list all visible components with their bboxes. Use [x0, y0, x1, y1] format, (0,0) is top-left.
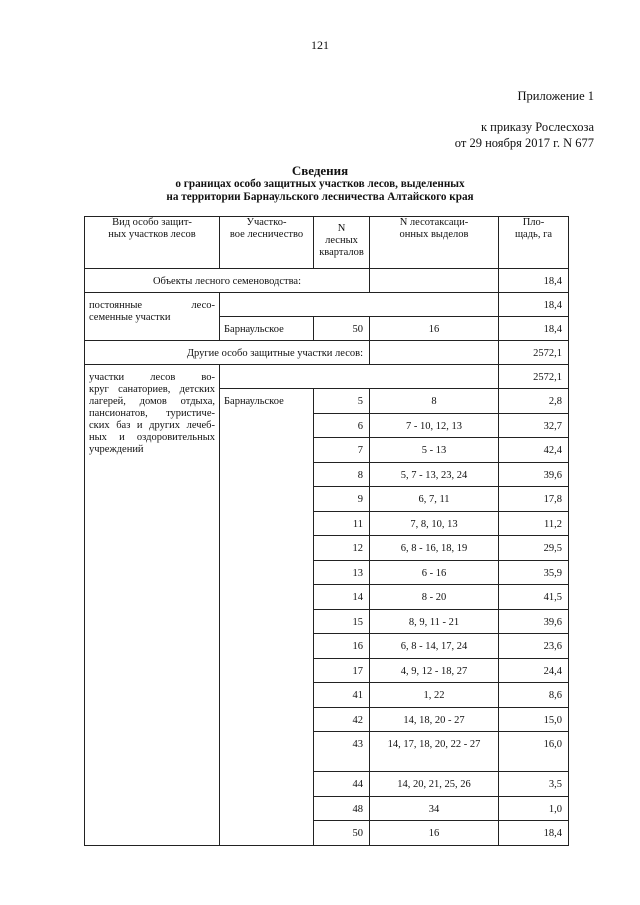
appendix-order — [455, 119, 594, 151]
quarter-cell: 16 — [314, 634, 370, 659]
other-protective-row — [85, 341, 569, 365]
quarter-cell: 5 — [314, 389, 370, 414]
quarter-cell: 50 — [314, 821, 370, 846]
area-cell: 42,4 — [499, 438, 569, 463]
resort-district: Барнаульское — [220, 389, 314, 846]
quarter-cell: 11 — [314, 511, 370, 536]
quarter-cell: 6 — [314, 413, 370, 438]
divisions-cell: 8 - 20 — [370, 585, 499, 610]
divisions-cell: 8 — [370, 389, 499, 414]
resort-total-area: 2572,1 — [499, 365, 569, 389]
other-protective-area: 2572,1 — [499, 341, 569, 365]
area-cell: 23,6 — [499, 634, 569, 659]
quarter-cell: 7 — [314, 438, 370, 463]
area-cell: 32,7 — [499, 413, 569, 438]
permanent-seed-label: постоянные лесо- семенные участки — [85, 293, 220, 341]
permanent-seed-quarter: 50 — [314, 317, 370, 341]
quarter-cell: 48 — [314, 796, 370, 821]
document-title: Сведения — [291, 163, 349, 178]
seed-objects-area: 18,4 — [499, 269, 569, 293]
divisions-cell: 6, 8 - 16, 18, 19 — [370, 536, 499, 561]
area-cell: 15,0 — [499, 707, 569, 732]
divisions-cell: 5, 7 - 13, 23, 24 — [370, 462, 499, 487]
area-cell: 29,5 — [499, 536, 569, 561]
divisions-cell: 14, 17, 18, 20, 22 - 27 — [370, 732, 499, 772]
divisions-cell: 5 - 13 — [370, 438, 499, 463]
divisions-cell: 6 - 16 — [370, 560, 499, 585]
divisions-cell: 34 — [370, 796, 499, 821]
quarter-cell: 17 — [314, 658, 370, 683]
divisions-cell: 6, 7, 11 — [370, 487, 499, 512]
area-cell: 18,4 — [499, 821, 569, 846]
resort-forests-label: участки лесов во- круг санаториев, детских лагерей, домов отдыха, пансионатов, туристиче- ских баз и других лечеб- ных и оздоровительных учреждений — [85, 365, 220, 846]
divisions-cell: 16 — [370, 821, 499, 846]
divisions-cell: 6, 8 - 14, 17, 24 — [370, 634, 499, 659]
appendix-label: Приложение 1 — [517, 89, 594, 103]
divisions-cell: 1, 22 — [370, 683, 499, 708]
boundaries-table — [84, 216, 569, 846]
quarter-cell: 44 — [314, 772, 370, 797]
quarter-cell: 8 — [314, 462, 370, 487]
divisions-cell: 7 - 10, 12, 13 — [370, 413, 499, 438]
page-number: 121 — [311, 38, 329, 52]
divisions-cell: 8, 9, 11 - 21 — [370, 609, 499, 634]
header-type: Вид особо защит- ных участков лесов — [85, 217, 220, 269]
table-header-row — [85, 217, 569, 269]
divisions-cell: 7, 8, 10, 13 — [370, 511, 499, 536]
area-cell: 24,4 — [499, 658, 569, 683]
seed-objects-label: Объекты лесного семеноводства: — [85, 269, 370, 293]
document-subtitle-line1: о границах особо защитных участков лесов, выделенных — [175, 178, 465, 190]
quarter-cell: 14 — [314, 585, 370, 610]
area-cell: 35,9 — [499, 560, 569, 585]
area-cell: 8,6 — [499, 683, 569, 708]
divisions-cell: 4, 9, 12 - 18, 27 — [370, 658, 499, 683]
quarter-cell: 9 — [314, 487, 370, 512]
resort-total-row — [85, 365, 569, 389]
header-area: Пло- щадь, га — [499, 217, 569, 269]
header-divisions: N лесотаксаци- онных выделов — [370, 217, 499, 269]
area-cell: 39,6 — [499, 609, 569, 634]
header-district: Участко- вое лесничество — [220, 217, 314, 269]
area-cell: 17,8 — [499, 487, 569, 512]
quarter-cell: 43 — [314, 732, 370, 772]
quarter-cell: 42 — [314, 707, 370, 732]
area-cell: 16,0 — [499, 732, 569, 772]
permanent-seed-area: 18,4 — [499, 293, 569, 317]
permanent-seed-row — [85, 293, 569, 317]
header-quarters: N лесных кварталов — [314, 217, 370, 269]
area-cell: 1,0 — [499, 796, 569, 821]
appendix-order-date: от 29 ноября 2017 г. N 677 — [454, 136, 594, 150]
permanent-seed-district: Барнаульское — [220, 317, 314, 341]
permanent-seed-divisions: 16 — [370, 317, 499, 341]
area-cell: 2,8 — [499, 389, 569, 414]
quarter-cell: 41 — [314, 683, 370, 708]
seed-objects-row — [85, 269, 569, 293]
document-subtitle-line2: на территории Барнаульского лесничества Алтайского края — [166, 191, 474, 203]
quarter-cell: 15 — [314, 609, 370, 634]
divisions-cell: 14, 18, 20 - 27 — [370, 707, 499, 732]
area-cell: 39,6 — [499, 462, 569, 487]
appendix-order-line: к приказу Рослесхоза — [480, 120, 594, 134]
area-cell: 41,5 — [499, 585, 569, 610]
quarter-cell: 13 — [314, 560, 370, 585]
permanent-seed-row-area: 18,4 — [499, 317, 569, 341]
area-cell: 3,5 — [499, 772, 569, 797]
other-protective-label: Другие особо защитные участки лесов: — [85, 341, 370, 365]
divisions-cell: 14, 20, 21, 25, 26 — [370, 772, 499, 797]
quarter-cell: 12 — [314, 536, 370, 561]
area-cell: 11,2 — [499, 511, 569, 536]
